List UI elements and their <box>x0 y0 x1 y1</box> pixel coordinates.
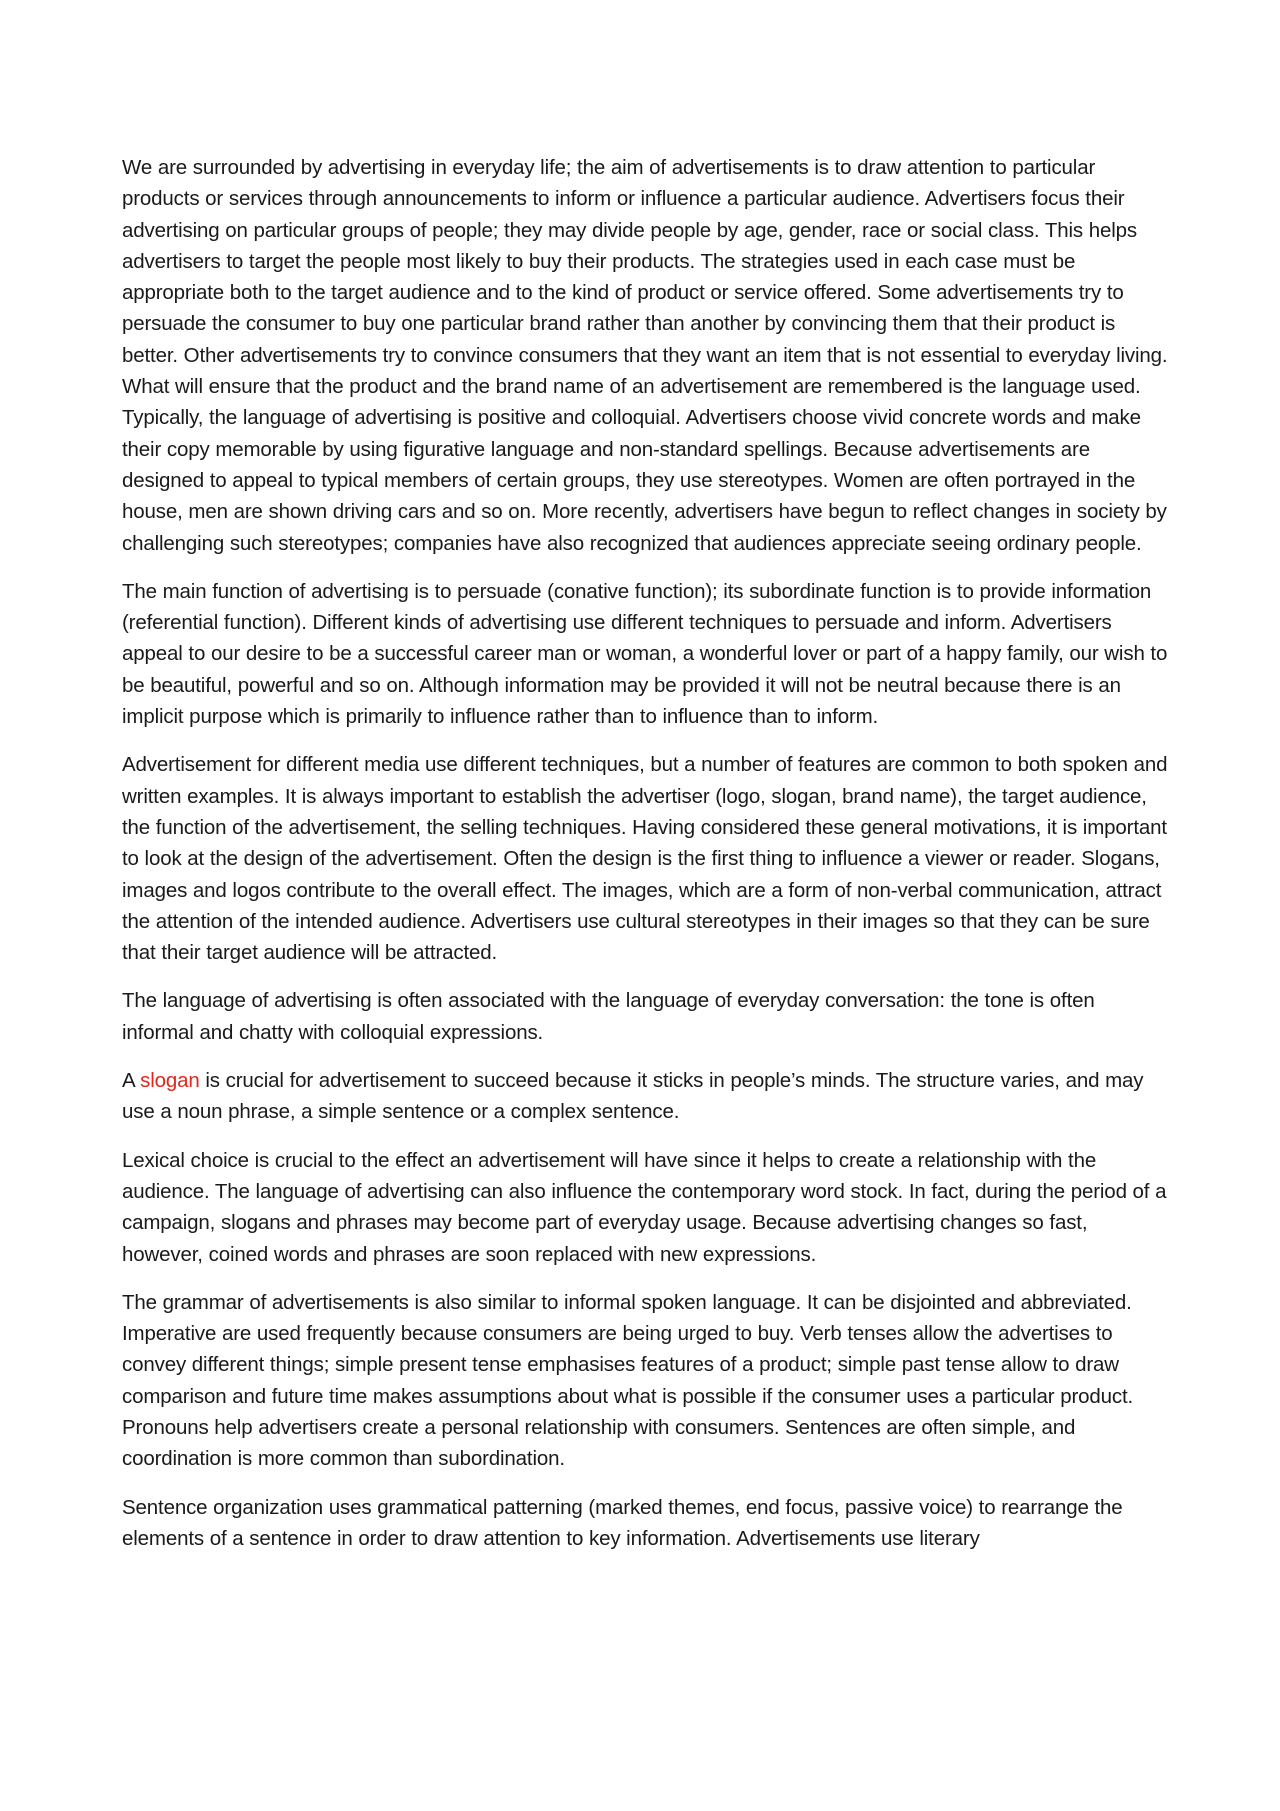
document-body <box>122 152 1170 1571</box>
paragraph-advertising-intro: We are surrounded by advertising in everyday life; the aim of advertisements is to draw attention to particular products or services through announcements to inform or influence a particular audience. Advertisers focus their advertising on particular groups of people; they may divide people by age, gender, race or social class. This helps advertisers to target the people most likely to buy their products. The strategies used in each case must be appropriate both to the target audience and to the kind of product or service offered. Some advertisements try to persuade the consumer to buy one particular brand rather than another by convincing them that their product is better. Other advertisements try to convince consumers that they want an item that is not essential to everyday living. What will ensure that the product and the brand name of an advertisement are remembered is the language used. Typically, the language of advertising is positive and colloquial. Advertisers choose vivid concrete words and make their copy memorable by using figurative language and non-standard spellings. Because advertisements are designed to appeal to typical members of certain groups, they use stereotypes. Women are often portrayed in the house, men are shown driving cars and so on. More recently, advertisers have begun to reflect changes in society by challenging such stereotypes; companies have also recognized that audiences appreciate seeing ordinary people. <box>122 156 1168 555</box>
paragraph-slogan <box>122 1065 1170 1128</box>
paragraph-lexical-choice: Lexical choice is crucial to the effect an advertisement will have since it helps to create a relationship with the audience. The language of advertising can also influence the contemporary word stock. In fact, during the period of a campaign, slogans and phrases may become part of everyday usage. Because advertising changes so fast, however, coined words and phrases are soon replaced with new expressions. <box>122 1148 1167 1266</box>
slogan-paragraph-lead: A <box>122 1069 141 1093</box>
slogan-highlight-word: slogan <box>140 1069 200 1093</box>
paragraph-media-techniques: Advertisement for different media use different techniques, but a number of features are common to both spoken and written examples. It is always important to establish the advertiser (logo, slogan, brand name), the target audience, the function of the advertisement, the selling techniques. Having considered these general motivations, it is important to look at the design of the advertisement. Often the design is the first thing to influence a viewer or reader. Slogans, images and logos contribute to the overall effect. The images, which are a form of non-verbal communication, attract the attention of the intended audience. Advertisers use cultural stereotypes in their images so that they can be sure that their target audience will be attracted. <box>122 753 1168 965</box>
paragraph-language-of-advertising: The language of advertising is often associated with the language of everyday conversation: the tone is often informal and chatty with colloquial expressions. <box>122 989 1095 1044</box>
paragraph-grammar: The grammar of advertisements is also similar to informal spoken language. It can be disjointed and abbreviated. Imperative are used frequently because consumers are being urged to buy. Verb tenses allow the advertises to convey different things; simple present tense emphasises features of a product; simple past tense allow to draw comparison and future time makes assumptions about what is possible if the consumer uses a particular product. Pronouns help advertisers create a personal relationship with consumers. Sentences are often simple, and coordination is more common than subordination. <box>122 1290 1134 1471</box>
paragraph-sentence-organization: Sentence organization uses grammatical patterning (marked themes, end focus, passive voice) to rearrange the elements of a sentence in order to draw attention to key information. Advertisements use literary <box>122 1495 1123 1550</box>
slogan-paragraph-rest: is crucial for advertisement to succeed because it sticks in people’s minds. The structure varies, and may use a noun phrase, a simple sentence or a complex sentence. <box>122 1069 1144 1124</box>
paragraph-function-of-advertising: The main function of advertising is to persuade (conative function); its subordinate function is to provide information (referential function). Different kinds of advertising use different techniques to persuade and inform. Advertisers appeal to our desire to be a successful career man or woman, a wonderful lover or part of a happy family, our wish to be beautiful, powerful and so on. Although information may be provided it will not be neutral because there is an implicit purpose which is primarily to influence rather than to influence than to inform. <box>122 579 1168 729</box>
